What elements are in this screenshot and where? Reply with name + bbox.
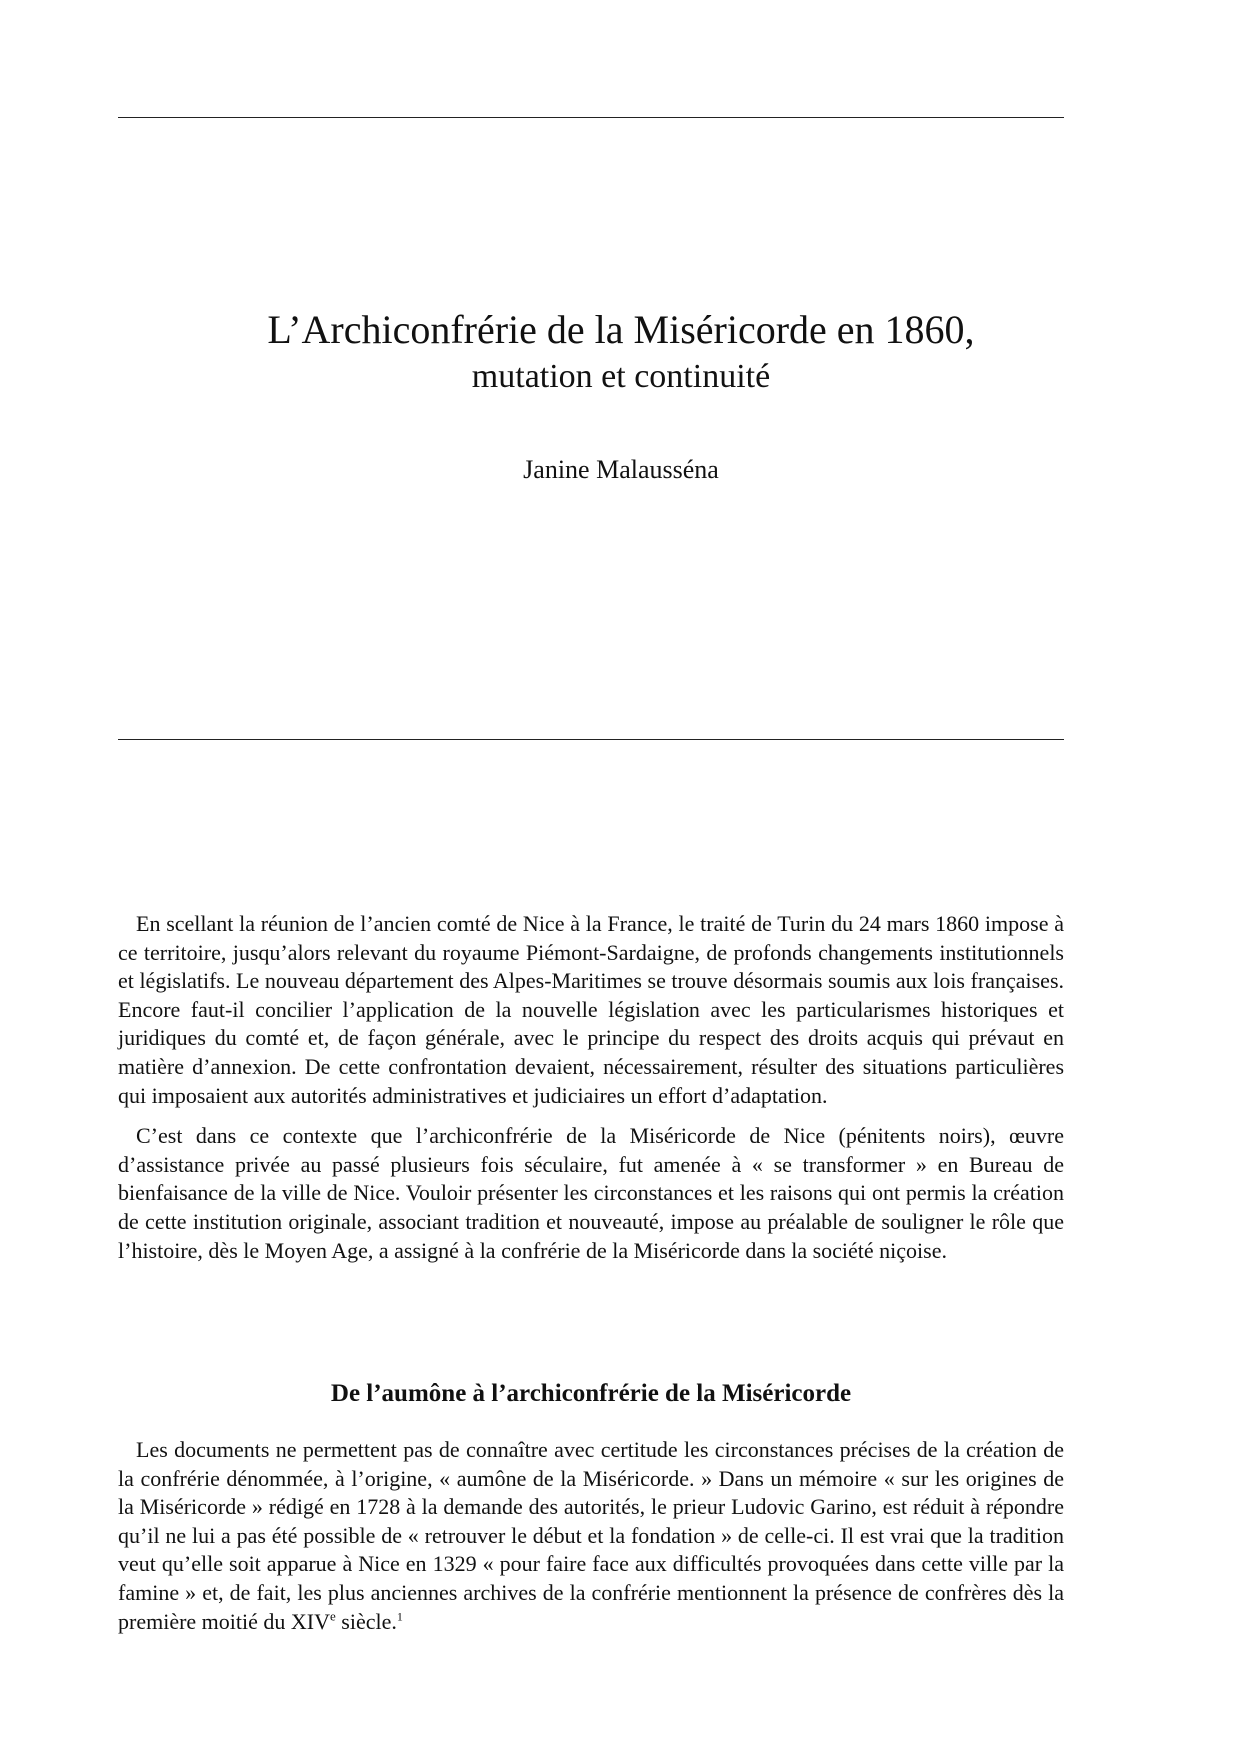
article-title xyxy=(118,305,1124,399)
intro-paragraph-2: C’est dans ce contexte que l’archiconfrérie de la Miséricorde de Nice (pénitents noirs), œuvre d’assistance privée au passé plusieurs fois séculaire, fut amenée à « se transformer » en Bureau de bienfaisance de la ville de Nice. Vouloir présenter les circonstances et les raisons qui ont permis la création de cette institution originale, associant tradition et nouveauté, impose au préalable de souligner le rôle que l’histoire, dès le Moyen Age, a assigné à la confrérie de la Miséricorde dans la société niçoise. xyxy=(118,1123,1064,1263)
title-line-2: mutation et continuité xyxy=(471,358,771,395)
section-heading: De l’aumône à l’archiconfrérie de la Miséricorde xyxy=(330,1380,852,1407)
section-paragraph-1 xyxy=(118,1436,1064,1636)
title-line-1: L’Archiconfrérie de la Miséricorde en 1860, xyxy=(267,307,975,352)
section-body xyxy=(118,1436,1064,1648)
intro-section xyxy=(118,910,1064,1277)
footnote-reference[interactable]: 1 xyxy=(396,1609,403,1624)
section-paragraph-text: Les documents ne permettent pas de connaître avec certitude les circonstances précises de la création de la confrérie dénommée, à l’origine, « aumône de la Miséricorde. » Dans un mémoire « sur les origines de la Miséricorde » rédigé en 1728 à la demande des autorités, le prieur Ludovic Garino, est réduit à répondre qu’il ne lui a pas été possible de « retrouver le début et la fondation » de celle-ci. Il est vrai que la tradition veut qu’elle soit apparue à Nice en 1329 « pour faire face aux difficultés provoquées dans cette ville par la famine » et, de fait, les plus anciennes archives de la confrérie mentionnent la présence de confrères dès la première moitié du XIV xyxy=(118,1437,1064,1634)
section-paragraph-end: siècle. xyxy=(335,1608,397,1634)
intro-paragraph-1: En scellant la réunion de l’ancien comté de Nice à la France, le traité de Turin du 24 mars 1860 impose à ce territoire, jusqu’alors relevant du royaume Piémont-Sardaigne, de profonds changements institutionnels et législatifs. Le nouveau département des Alpes-Maritimes se trouve désormais soumis aux lois françaises. Encore faut-il concilier l’application de la nouvelle législation avec les particularismes historiques et juridiques du comté et, de façon générale, avec le principe du respect des droits acquis qui prévaut en matière d’annexion. De cette confrontation devaient, nécessairement, résulter des situations particulières qui imposaient aux autorités administratives et judiciaires un effort d’adaptation. xyxy=(118,911,1064,1108)
top-rule xyxy=(118,117,1064,118)
author-name: Janine Malausséna xyxy=(523,455,719,484)
bottom-rule xyxy=(118,739,1064,740)
century-superscript: e xyxy=(330,1608,336,1624)
